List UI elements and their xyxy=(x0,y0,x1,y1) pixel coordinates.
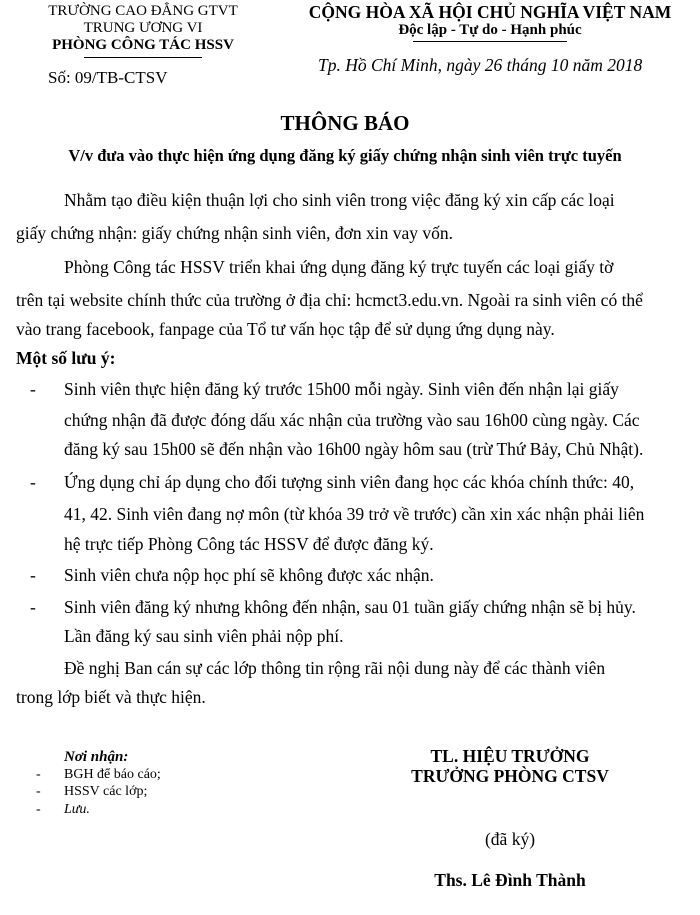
org-name-line-2: TRUNG ƯƠNG VI xyxy=(83,20,203,36)
document-title: THÔNG BÁO xyxy=(280,111,410,135)
national-title: CỘNG HÒA XÃ HỘI CHỦ NGHĨA VIỆT NAM xyxy=(308,2,672,22)
note-3-line-1: Sinh viên chưa nộp học phí sẽ không được xác nhận. xyxy=(64,565,434,585)
paragraph-1-line-1: Nhằm tạo điều kiện thuận lợi cho sinh viên trong việc đăng ký xin cấp các loại xyxy=(64,190,615,210)
paragraph-1-line-2: giấy chứng nhận: giấy chứng nhận sinh viên, đơn xin vay vốn. xyxy=(16,223,453,243)
national-motto: Độc lập - Tự do - Hạnh phúc xyxy=(398,22,582,38)
note-4-dash: - xyxy=(30,597,36,617)
motto-underline xyxy=(413,41,567,42)
paragraph-2-line-1: Phòng Công tác HSSV triển khai ứng dụng đăng ký trực tuyến các loại giấy tờ xyxy=(64,257,614,277)
recipient-3: Lưu. xyxy=(64,802,90,817)
notes-heading: Một số lưu ý: xyxy=(16,348,116,368)
note-1-line-1: Sinh viên thực hiện đăng ký trước 15h00 mỗi ngày. Sinh viên đến nhận lại giấy xyxy=(64,379,619,399)
paragraph-2-line-3: vào trang facebook, fanpage của Tổ tư vấn học tập để sử dụng ứng dụng này. xyxy=(16,319,555,339)
org-underline xyxy=(84,57,202,58)
note-4-line-2: Lần đăng ký sau sinh viên phải nộp phí. xyxy=(64,626,344,646)
note-2-line-2: 41, 42. Sinh viên đang nợ môn (từ khóa 39 trở về trước) cần xin xác nhận phải liên xyxy=(64,504,645,524)
note-1-line-2: chứng nhận đã được đóng dấu xác nhận của trường vào sau 16h00 cùng ngày. Các xyxy=(64,410,640,430)
signature-title-2: TRƯỞNG PHÒNG CTSV xyxy=(411,766,609,786)
note-4-line-1: Sinh viên đăng ký nhưng không đến nhận, sau 01 tuần giấy chứng nhận sẽ bị hủy. xyxy=(64,597,636,617)
note-2-line-3: hệ trực tiếp Phòng Công tác HSSV để được đăng ký. xyxy=(64,534,434,554)
document-number: Số: 09/TB-CTSV xyxy=(48,68,168,87)
org-department: PHÒNG CÔNG TÁC HSSV xyxy=(52,37,234,53)
recipient-2: HSSV các lớp; xyxy=(64,784,148,799)
paragraph-2-line-2: trên tại website chính thức của trường ở địa chỉ: hcmct3.edu.vn. Ngoài ra sinh viên có thể xyxy=(16,290,643,310)
signatory-name: Ths. Lê Đình Thành xyxy=(434,870,586,890)
recipient-3-dash: - xyxy=(36,802,41,817)
note-2-dash: - xyxy=(30,472,36,492)
recipient-1-dash: - xyxy=(36,767,41,782)
paragraph-3-line-1: Đề nghị Ban cán sự các lớp thông tin rộng rãi nội dung này để các thành viên xyxy=(64,658,606,678)
note-1-dash: - xyxy=(30,379,36,399)
recipient-1: BGH để báo cáo; xyxy=(64,767,161,782)
note-2-line-1: Ứng dụng chỉ áp dụng cho đối tượng sinh viên đang học các khóa chính thức: 40, xyxy=(64,472,635,492)
org-name-line-1: TRƯỜNG CAO ĐẲNG GTVT xyxy=(48,3,238,19)
paragraph-3-line-2: trong lớp biết và thực hiện. xyxy=(16,687,206,707)
signed-note: (đã ký) xyxy=(484,829,536,849)
note-3-dash: - xyxy=(30,565,36,585)
recipient-2-dash: - xyxy=(36,784,41,799)
document-subject: V/v đưa vào thực hiện ứng dụng đăng ký giấy chứng nhận sinh viên trực tuyến xyxy=(68,146,622,165)
place-and-date: Tp. Hồ Chí Minh, ngày 26 tháng 10 năm 2018 xyxy=(318,55,643,75)
note-1-line-3: đăng ký sau 15h00 sẽ đến nhận vào 16h00 ngày hôm sau (trừ Thứ Bảy, Chủ Nhật). xyxy=(64,439,644,459)
signature-title-1: TL. HIỆU TRƯỞNG xyxy=(430,746,590,766)
recipients-heading: Nơi nhận: xyxy=(64,749,129,765)
